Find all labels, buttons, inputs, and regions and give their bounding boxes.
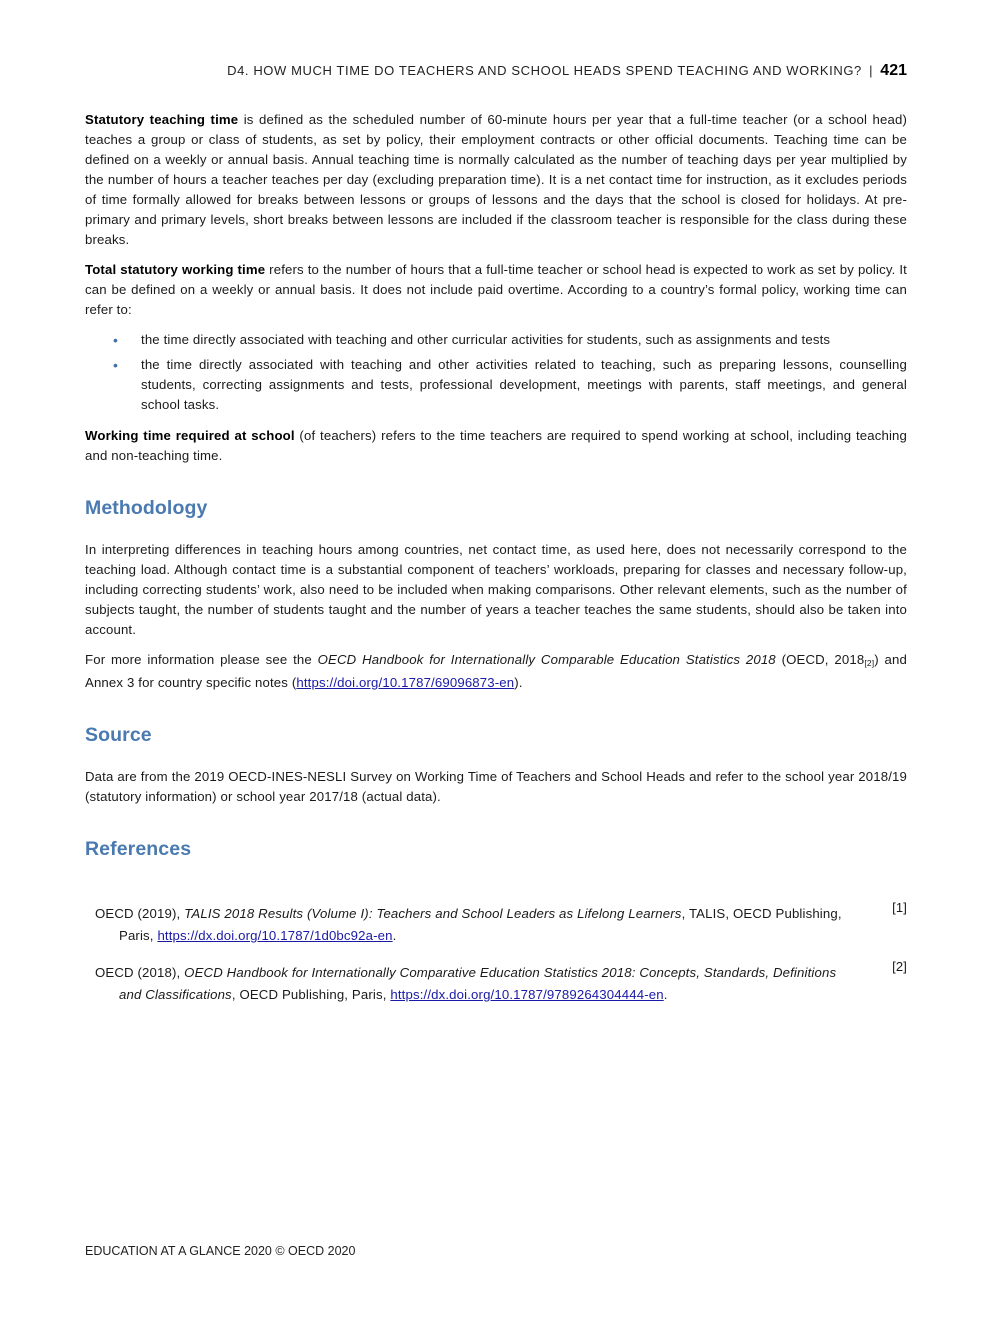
reference-number: [2] — [892, 959, 907, 974]
reference-number: [1] — [892, 900, 907, 915]
reference-title: OECD Handbook for Internationally Comparative Education Statistics 2018: Concepts, Standards, Definitions and Classifications — [119, 965, 837, 1002]
reference-item — [85, 959, 907, 1006]
text-run: . — [663, 987, 668, 1002]
references-list — [85, 900, 907, 1006]
text-run: (OECD, 2018 — [775, 652, 865, 667]
bullet-dot-icon: • — [113, 332, 119, 348]
definition-statutory-teaching-time — [85, 110, 907, 250]
definition-text: (of teachers) refers to the time teachers are required to spend working at school, including teaching and non-teaching time. — [85, 428, 907, 463]
source-heading: Source — [85, 724, 152, 746]
citation-ref: [2] — [864, 658, 875, 668]
page-header — [85, 62, 907, 80]
methodology-paragraph: In interpreting differences in teaching hours among countries, net contact time, as used here, does not necessarily correspond to the teaching load. Although contact time is a substantial component of teachers’ workloads, preparing for classes and necessary follow-up, including correcting students’ work, also need to be included when making comparisons. Other relevant elements, such as the number of subjects taught, the number of students taught and the number of years a teacher teaches the same students, should also be taken into account. — [85, 542, 907, 637]
list-item-text: the time directly associated with teaching and other curricular activities for students, such as assignments and tests — [141, 332, 831, 347]
methodology-more-info — [85, 650, 907, 693]
text-run: For more information please see the — [85, 652, 318, 667]
bullet-dot-icon: • — [113, 357, 119, 373]
page-number: 421 — [880, 62, 907, 79]
text-run: . — [392, 928, 397, 943]
source-paragraph: Data are from the 2019 OECD-INES-NESLI Survey on Working Time of Teachers and School Heads and refer to the school year 2018/19 (statutory information) or school year 2017/18 (actual data). — [85, 769, 907, 804]
text-run: ). — [514, 675, 523, 690]
reference-publisher: , TALIS, OECD Publishing, Paris, — [119, 906, 842, 943]
definition-term: Statutory teaching time — [85, 112, 239, 127]
reference-publisher: , OECD Publishing, Paris, — [231, 987, 391, 1002]
text-run: ) and Annex 3 for country specific notes ( — [85, 652, 907, 690]
definition-term: Working time required at school — [85, 428, 295, 443]
definition-term: Total statutory working time — [85, 262, 266, 277]
page-footer: EDUCATION AT A GLANCE 2020 © OECD 2020 — [85, 1244, 356, 1258]
reference-link[interactable]: https://dx.doi.org/10.1787/9789264304444-en — [390, 987, 664, 1002]
working-time-bullet-list — [85, 330, 907, 415]
running-title: D4. HOW MUCH TIME DO TEACHERS AND SCHOOL HEADS SPEND TEACHING AND WORKING? — [227, 63, 862, 78]
list-item — [113, 330, 907, 350]
reference-author: OECD (2019), — [95, 906, 185, 921]
reference-link[interactable]: https://dx.doi.org/10.1787/1d0bc92a-en — [157, 928, 393, 943]
definition-text: refers to the number of hours that a full-time teacher or school head is expected to work as set by policy. It can be defined on a weekly or annual basis. It does not include paid overtime. According to a country’s formal policy, working time can refer to: — [85, 262, 907, 317]
definition-total-working-time — [85, 260, 907, 320]
definition-text: is defined as the scheduled number of 60-minute hours per year that a full-time teacher (or a school head) teaches a group or class of students, as set by policy, their employment contracts or other official documents. Teaching time can be defined on a weekly or annual basis. Annual teaching time is normally calculated as the number of teaching days per year multiplied by the number of hours a teacher teaches per day (excluding preparation time). It is a net contact time for instruction, as it excludes periods of time formally allowed for breaks between lessons or groups of lessons and the days that the school is closed for holidays. At pre-primary and primary levels, short breaks between lessons are included if the classroom teacher is responsible for the class during these breaks. — [85, 112, 908, 247]
header-separator: | — [869, 63, 874, 78]
definition-working-time-at-school — [85, 426, 907, 466]
reference-title: TALIS 2018 Results (Volume I): Teachers and School Leaders as Lifelong Learners — [184, 906, 682, 921]
reference-item — [85, 900, 907, 947]
references-heading: References — [85, 838, 192, 860]
methodology-heading: Methodology — [85, 497, 208, 519]
handbook-title: OECD Handbook for Internationally Comparable Education Statistics 2018 — [317, 652, 776, 667]
page-content — [85, 110, 907, 1021]
list-item — [113, 355, 907, 415]
list-item-text: the time directly associated with teaching and other activities related to teaching, such as preparing lessons, counselling students, correcting assignments and tests, professional development, meetings with parents, staff meetings, and general school tasks. — [141, 357, 907, 412]
reference-author: OECD (2018), — [95, 965, 185, 980]
annex-notes-link[interactable]: https://doi.org/10.1787/69096873-en — [296, 675, 515, 690]
